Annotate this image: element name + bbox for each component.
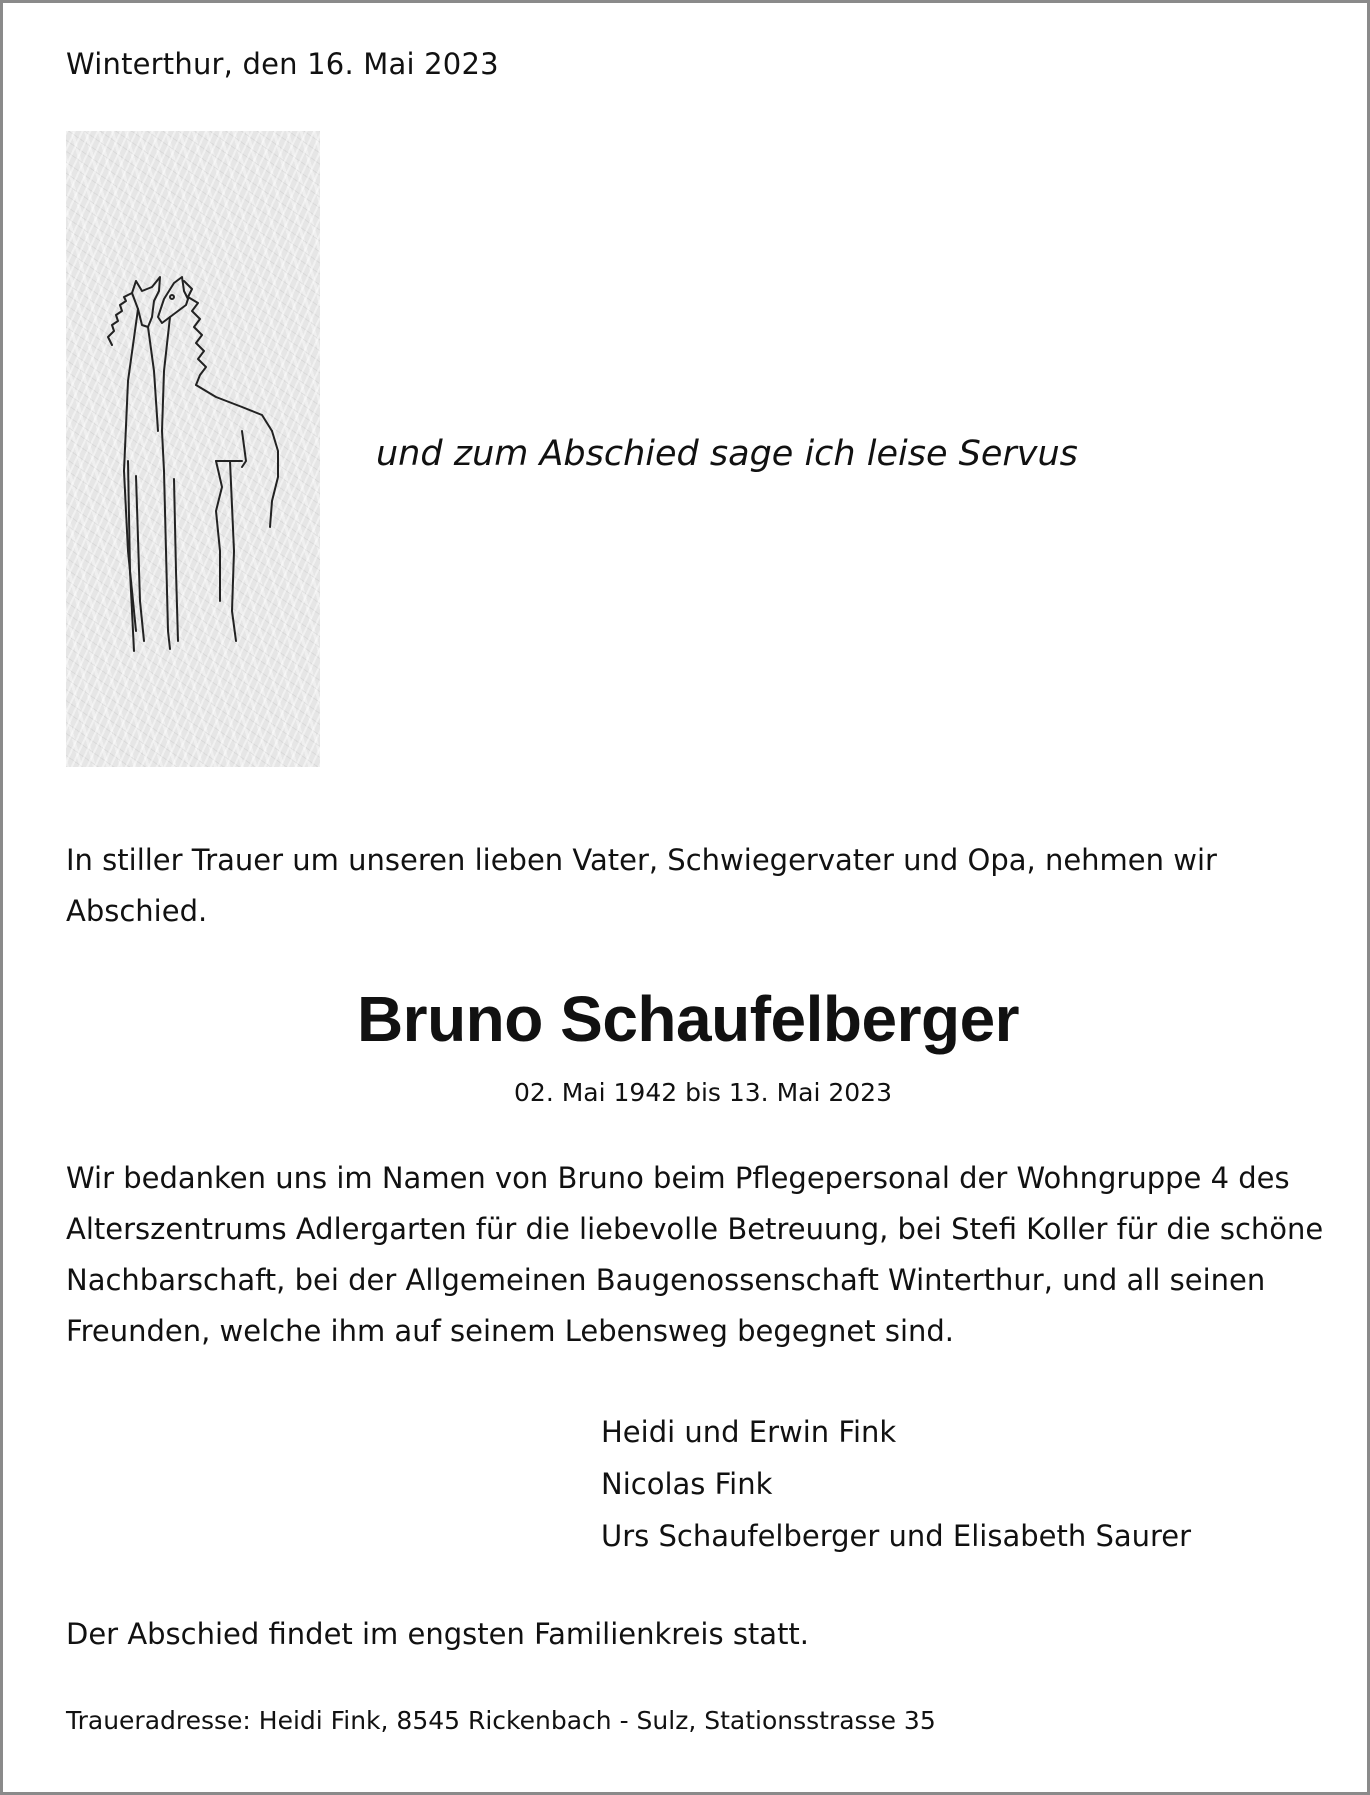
signers-list — [601, 1406, 1191, 1562]
place-date: Winterthur, den 16. Mai 2023 — [66, 47, 499, 81]
two-horses-drawing-icon — [66, 131, 320, 767]
signer-name: Nicolas Fink — [601, 1467, 773, 1501]
closing-note: Der Abschied findet im engsten Familienkreis statt. — [66, 1617, 810, 1651]
mourning-address: Traueradresse: Heidi Fink, 8545 Rickenbach - Sulz, Stationsstrasse 35 — [66, 1706, 936, 1735]
life-dates: 02. Mai 1942 bis 13. Mai 2023 — [514, 1078, 892, 1107]
signer-name: Urs Schaufelberger und Elisabeth Saurer — [601, 1519, 1192, 1553]
deceased-name: Bruno Schaufelberger — [356, 983, 1020, 1055]
motto-quote: und zum Abschied sage ich leise Servus — [376, 434, 1078, 474]
intro-text: In stiller Trauer um unseren lieben Vater, Schwiegervater und Opa, nehmen wir Abschied. — [66, 843, 1217, 928]
thanks-paragraph: Wir bedanken uns im Namen von Bruno beim Pflegepersonal der Wohngruppe 4 des Alterszentrums Adlergarten für die liebevolle Betreuung, bei Stefi Koller für die schöne Nachbarschaft, bei der Allgemeinen Baugenossenschaft Winterthur, und all seinen Freunden, welche ihm auf seinem Lebensweg begegnet sind. — [66, 1161, 1324, 1348]
signer-name: Heidi und Erwin Fink — [601, 1415, 897, 1449]
